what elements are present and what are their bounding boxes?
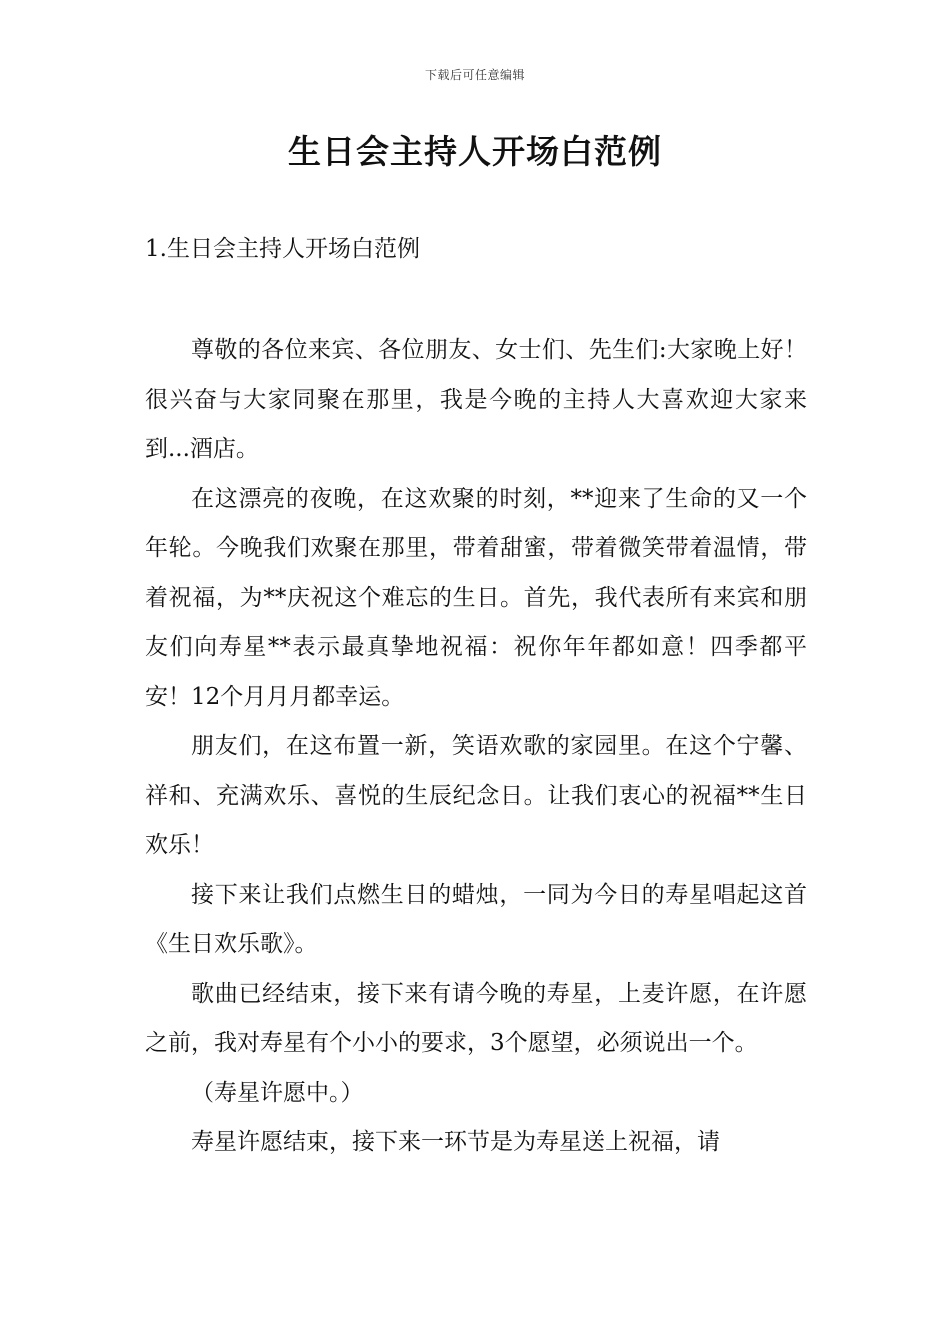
paragraph: 朋友们，在这布置一新，笑语欢歌的家园里。在这个宁馨、祥和、充满欢乐、喜悦的生辰纪念日。让我们衷心的祝福**生日欢乐！ [145,733,807,858]
section-heading: 1.生日会主持人开场白范例 [145,236,420,262]
paragraph: 接下来让我们点燃生日的蜡烛，一同为今日的寿星唱起这首《生日欢乐歌》。 [145,881,807,957]
paragraph: 尊敬的各位来宾、各位朋友、女士们、先生们:大家晚上好！很兴奋与大家同聚在那里，我是今晚的主持人大喜欢迎大家来到...酒店。 [145,337,807,462]
paragraph: 在这漂亮的夜晚，在这欢聚的时刻，**迎来了生命的又一个年轮。今晚我们欢聚在那里，带着甜蜜，带着微笑带着温情，带着祝福，为**庆祝这个难忘的生日。首先，我代表所有来宾和朋友们向寿星**表示最真挚地祝福：祝你年年都如意！四季都平安！12个月月月都幸运。 [145,485,807,710]
paragraph: （寿星许愿中。） [191,1079,364,1106]
body-text [145,326,807,1168]
header-note: 下载后可任意编辑 [424,68,525,82]
paragraph: 歌曲已经结束，接下来有请今晚的寿星，上麦许愿，在许愿之前，我对寿星有个小小的要求，3个愿望，必须说出一个。 [145,980,807,1056]
document-title: 生日会主持人开场白范例 [288,132,662,171]
paragraph: 寿星许愿结束，接下来一环节是为寿星送上祝福，请 [191,1129,720,1155]
